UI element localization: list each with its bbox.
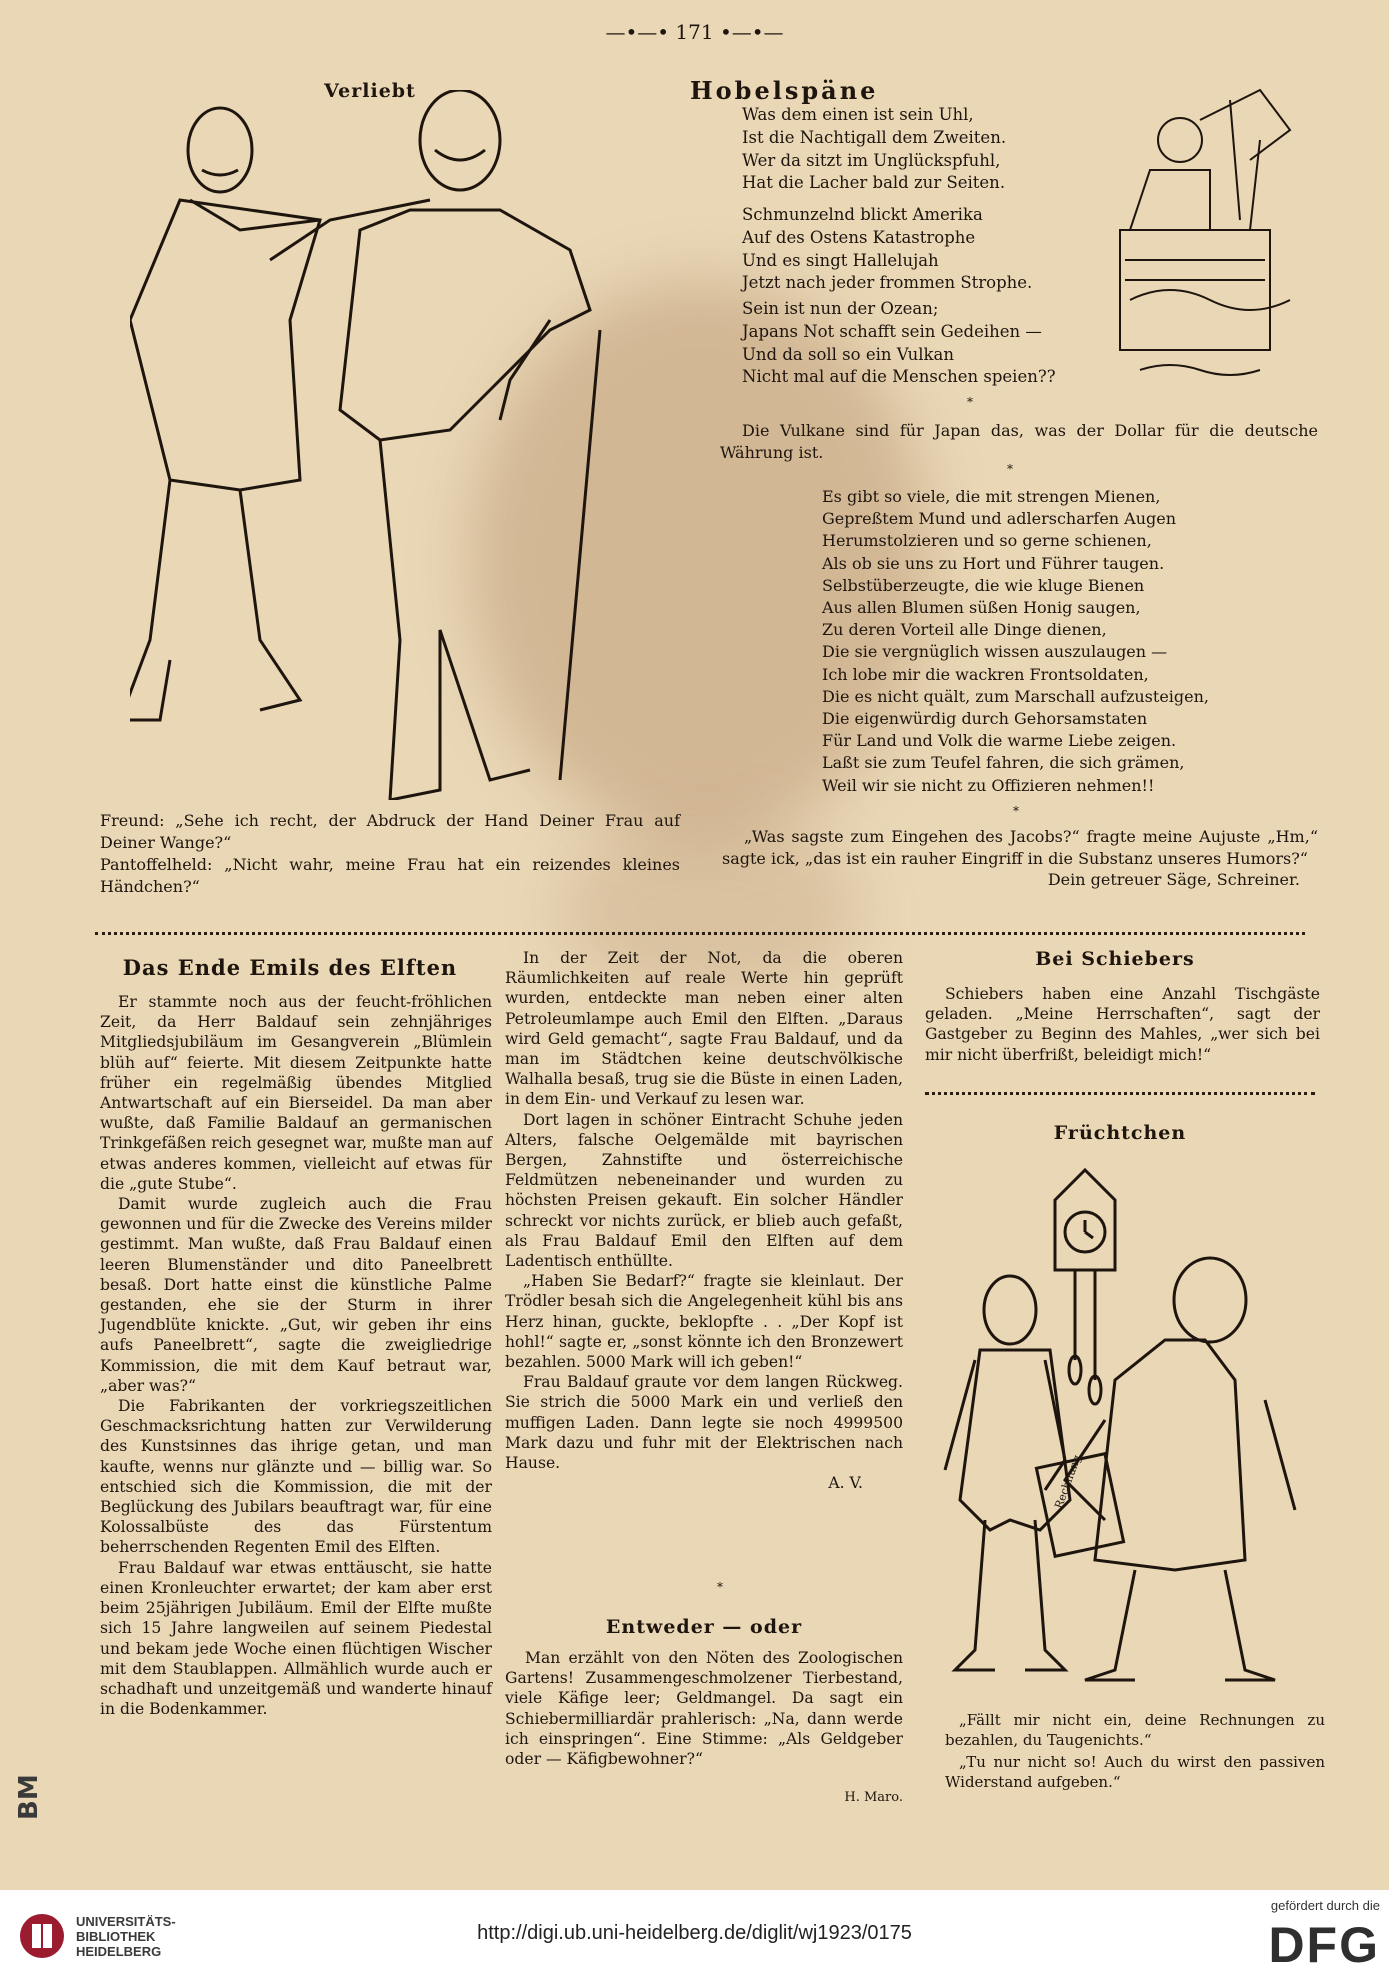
footer-bar (0, 1890, 1389, 1988)
verliebt-illustration (130, 90, 680, 800)
emil-column-1 (100, 992, 492, 1719)
paragraph: In der Zeit der Not, da die oberen Räumlichkeiten auf reale Werte hin geprüft wurden, entdeckte man neben einer alten Petroleumlampe auch Emil den Elften. „Daraus wird Geld gemacht“, sagte Frau Baldauf, und da man im Städtchen keine deutschvölkische Walhalla besaß, trug sie die Büste in einen Laden, in dem Ein- und Verkauf zu lesen war. (505, 949, 903, 1109)
verliebt-caption (100, 810, 680, 898)
university-logo-text: UNIVERSITÄTS- BIBLIOTHEK HEIDELBERG (76, 1914, 176, 1959)
margin-mark: BM (14, 1774, 44, 1820)
stanza: Was dem einen ist sein Uhl, Ist die Nachtigall dem Zweiten. Wer da sitzt im Unglückspfuhl, Hat die Lacher bald zur Seiten. (742, 105, 1007, 193)
soldier-poem: Es gibt so viele, die mit strengen Mienen, Gepreßtem Mund und adlerscharfen Augen Herumstolzieren und so gerne schienen, Als ob sie uns zu Hort und Führer taugen. Selbstüberzeugte, die wie kluge Bienen Aus allen Blumen süßen Honig saugen, Zu deren Vorteil alle Dinge dienen, Die sie vergnüglich wissen auszulaugen — Ich lobe mir die wackren Frontsoldaten, Die es nicht quält, zum Marschall aufzusteigen, Die eigenwürdig durch Gehorsamstaten Für Land und Volk die warme Liebe zeigen. Laßt sie zum Teufel fahren, die sich grämen, Weil wir sie nicht zu Offizieren nehmen!! (822, 487, 1209, 795)
hobelspaene-title: Hobelspäne (690, 76, 879, 105)
caption-line: Pantoffelheld: „Nicht wahr, meine Frau hat ein reizendes kleines Händchen?“ (100, 855, 680, 896)
paragraph: Frau Baldauf war etwas enttäuscht, sie hatte einen Kronleuchter erwartet; der kam aber erst beim 25jährigen Jubiläum. Emil der Elfte mußte sich 15 Jahre langweilen auf seinem Piedestal und bekam jede Woche einen flüchtigen Wischer mit dem Staublappen. Allmählich wurde auch er schadhaft und unzeitgemäß und wanderte hinauf in die Bodenkammer. (100, 1558, 492, 1719)
caption-line: Freund: „Sehe ich recht, der Abdruck der Hand Deiner Frau auf Deiner Wange?“ (100, 811, 680, 852)
funding-note: gefördert durch die (1270, 1898, 1380, 1913)
section-divider (925, 1092, 1315, 1095)
entweder-text: Man erzählt von den Nöten des Zoologischen Gartens! Zusammengeschmolzener Tierbestand, viele Käfige leer; Geldmangel. Da sagt ein Schiebermilliardär prahlerisch: „Na, dann werde ich einspringen“. Eine Stimme: „Als Geldgeber oder — Käfigbewohner?“ (505, 1649, 903, 1769)
separator-star: * (1013, 804, 1019, 818)
carpenter-illustration (1110, 80, 1310, 390)
jacob-signature: Dein getreuer Säge, Schreiner. (1047, 870, 1300, 889)
schiebers-title: Bei Schiebers (1035, 948, 1195, 970)
entweder-signature: H. Maro. (844, 1790, 903, 1805)
paragraph: Er stammte noch aus der feucht-fröhlichen Zeit, da Herr Baldauf sein zehnjähriges Mitgliedsjubiläum im Gesangverein „Blümlein blüh auf“ feierte. Mit diesem Zeitpunkte hatte früher ein regelmäßig übendes Mitglied Antwartschaft auf ein Bierseidel. Da man aber wußte, daß Familie Baldauf an germanischen Trinkgefäßen reich gesegnet war, mußte man auf etwas anderes kommen, vielleicht auf etwas für die „gute Stube“. (100, 993, 492, 1193)
paragraph: Die Fabrikanten der vorkriegszeitlichen Geschmacksrichtung hatten zur Verwilderung des Kunstsinnes das ihrige getan, und man kaufte, wenns nur glänzte und — billig war. So entschied sich die Kommission, die mit der Beglückung des Jubilars beauftragt war, für eine Kolossalbüste des das Fürstentum beherrschenden Regenten Emil des Elften. (100, 1397, 492, 1557)
fruechtchen-caption-2: „Tu nur nicht so! Auch du wirst den passiven Widerstand aufgeben.“ (945, 1753, 1325, 1791)
dfg-logo: DFG (1268, 1917, 1380, 1973)
paragraph: Frau Baldauf graute vor dem langen Rückweg. Sie strich die 5000 Mark ein und verließ den muffigen Laden. Dann legte sie noch 4999500 Mark dazu und fuhr mit der Elektrischen nach Hause. (505, 1373, 903, 1473)
jacob-text: „Was sagste zum Eingehen des Jacobs?“ fragte meine Aujuste „Hm,“ sagte ick, „das ist ein rauher Eingriff in die Substanz unseres Humors?“ (722, 827, 1318, 868)
stanza: Sein ist nun der Ozean; Japans Not schafft sein Gedeihen — Und da soll so ein Vulkan Nicht mal auf die Menschen speien?? (742, 299, 1056, 387)
paragraph: „Haben Sie Bedarf?“ fragte sie kleinlaut. Der Trödler besah sich die Angelegenheit kühl bis ans Herz hinan, guckte, beklopfte . . „Der Kopf ist hohl!“ sagte er, „sonst könnte ich den Bronzewert bezahlen. 5000 Mark will ich geben!“ (505, 1272, 903, 1372)
vulkane-text: Die Vulkane sind für Japan das, was der Dollar für die deutsche Währung ist. (720, 421, 1318, 462)
fruechtchen-caption-1: „Fällt mir nicht ein, deine Rechnungen zu bezahlen, du Taugenichts.“ (945, 1711, 1325, 1749)
emil-column-2 (505, 948, 903, 1493)
entweder-title: Entweder — oder (605, 1616, 803, 1638)
stanza: Schmunzelnd blickt Amerika Auf des Ostens Katastrophe Und es singt Hallelujah Jetzt nach jeder frommen Strophe. (742, 205, 1033, 293)
paragraph: Dort lagen in schöner Eintracht Schuhe jeden Alters, falsche Oelgemälde mit bayrischen Bergen, Zahnstifte und österreichische Feldmützen nebeneinander und wurden zu höchsten Preisen gekauft. Ein solcher Händler schreckt vor nichts zurück, er blieb auch gefaßt, als Frau Baldauf Emil den Elften auf dem Ladentisch enthüllte. (505, 1110, 903, 1271)
section-divider (95, 932, 1305, 935)
schiebers-text: Schiebers haben eine Anzahl Tischgäste geladen. „Meine Herrschaften“, sagt der Gastgeber zu Beginn des Mahles, „wer sich bei mir nicht überfrißt, beleidigt mich!“ (925, 985, 1320, 1064)
page-number: —•—• 171 •—•— (605, 20, 784, 44)
verliebt-title: Verliebt (324, 80, 416, 102)
fruechtchen-title: Früchtchen (1053, 1122, 1187, 1144)
paragraph: Damit wurde zugleich auch die Frau gewonnen und für die Zwecke des Vereins milder gestimmt. Man wußte, daß Frau Baldauf einen leeren Blumenständer und dito Paneelbrett besaß. Dort hatte einst die künstliche Palme gestanden, ehe sie der Sturm in ihrer Jugendblüte knickte. „Gut, wir geben ihr eins aufs Paneelbrett“, sagte die zweigliedrige Kommission, die mit dem Kauf betraut war, „aber was?“ (100, 1195, 492, 1395)
source-url[interactable]: http://digi.ub.uni-heidelberg.de/diglit/wj1923/0175 (477, 1922, 912, 1944)
fruechtchen-illustration (935, 1160, 1315, 1700)
emil-signature: A. V. (828, 1474, 863, 1493)
separator-star: * (717, 1580, 723, 1594)
emil-title: Das Ende Emils des Elften (122, 955, 458, 980)
separator-star: * (967, 395, 973, 409)
bill-label: Rechnung (1052, 1453, 1084, 1511)
separator-star: * (1007, 462, 1013, 476)
